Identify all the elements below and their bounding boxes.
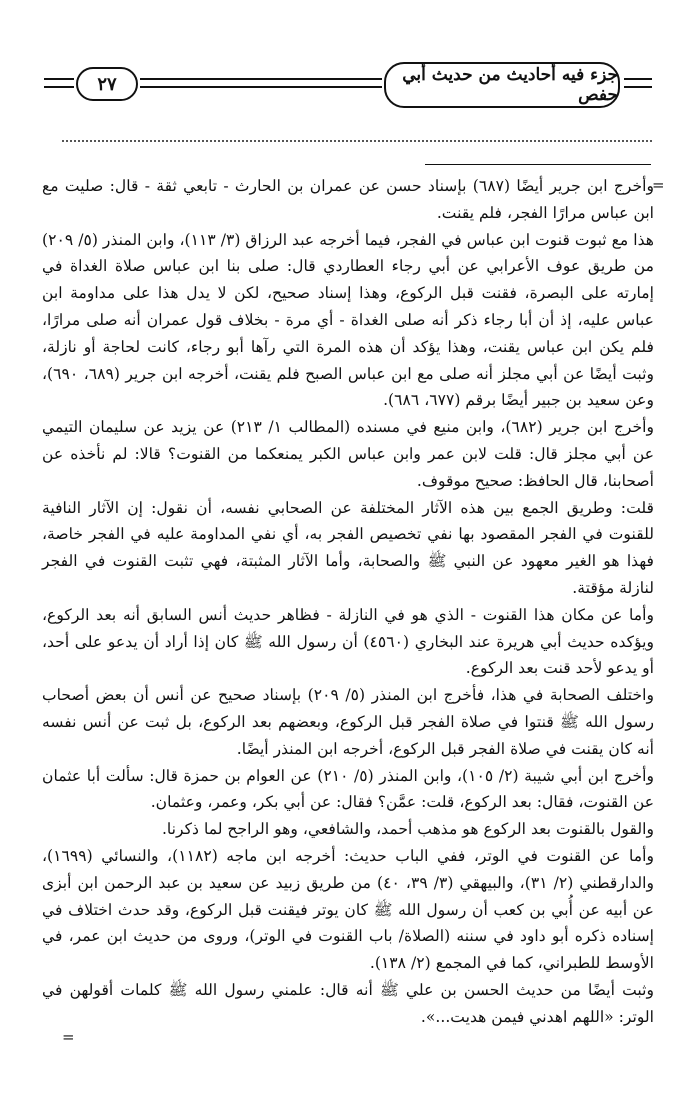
paragraph: والقول بالقنوت بعد الركوع هو مذهب أحمد، والشافعي، وهو الراجح لما ذكرنا. — [161, 820, 654, 839]
paragraph: وأخرج ابن أبي شيبة (٢/ ١٠٥)، وابن المنذر (٥/ ٢١٠) عن العوام بن حمزة قال: سألت أبا عثمان عن القنوت، فقال: بعد الركوع، قلت: عمَّن؟ فقال: عن أبي بكر، وعمر، وعثمان. — [42, 766, 654, 812]
paragraph: وأخرج ابن جرير (٦٨٢)، وابن منيع في مسنده (المطالب ١/ ٢١٣) عن يزيد عن سليمان التيمي عن أبي مجلز قال: قلت لابن عمر وابن عباس الكبر يمنعكما من القنوت؟ قالا: لم نأخذه عن أصحابنا، قال الحافظ: صحيح موقوف. — [42, 418, 654, 490]
paragraph: قلت: وطريق الجمع بين هذه الآثار المختلفة عن الصحابي نفسه، أن نقول: إن الآثار النافية للقنوت في الفجر المقصود بها نفي تخصيص الفجر به، أي نفي المداومة عليه في الفجر خاصة، فهذا هو الغير معهود عن النبي ﷺ والصحابة، وأما الآثار المثبتة، فهي تثبت القنوت في الفجر لنازلة مؤقتة. — [42, 498, 654, 597]
continuation-mark-top: = — [652, 176, 665, 194]
running-title-text: جزء فيه أحاديث من حديث أبي حفص — [402, 65, 618, 105]
header-rule-left-lower — [44, 86, 74, 88]
page-header — [0, 62, 684, 118]
page-number — [76, 67, 138, 101]
page-number-text: ٢٧ — [97, 73, 117, 95]
header-rule-right-lower — [624, 86, 652, 88]
header-rule-middle-lower — [140, 86, 382, 88]
footnote-text — [42, 173, 654, 1031]
continuation-mark-bottom: = — [62, 1028, 75, 1046]
paragraph: وأما عن القنوت في الوتر، ففي الباب حديث: أخرجه ابن ماجه (١١٨٢)، والنسائي (١٦٩٩)، والدارقطني (٢/ ٣١)، والبيهقي (٣/ ٣٩، ٤٠) من طريق زبيد عن سعيد بن عبد الرحمن ابن أبزى عن أبيه عن أُبي بن كعب أن رسول الله ﷺ كان يوتر فيقنت قبل الركوع، وقد حدث اختلاف في إسناده ذكره أبو داود في سننه (الصلاة/ باب القنوت في الوتر)، وروى من حديث ابن عمر، في الأوسط للطبراني، كما في المجمع (٢/ ١٣٨). — [42, 846, 655, 973]
header-dotted-divider — [62, 140, 652, 142]
paragraph: وأخرج ابن جرير أيضًا (٦٨٧) بإسناد حسن عن عمران بن الحارث - تابعي ثقة - قال: صليت مع ابن عباس مرارًا الفجر، فلم يقنت. — [42, 177, 654, 222]
paragraph: وثبت أيضًا من حديث الحسن بن علي ﷺ أنه قال: علمني رسول الله ﷺ كلمات أقولهن في الوتر: «اللهم اهدني فيمن هديت...». — [42, 980, 654, 1026]
running-title — [384, 62, 620, 108]
paragraph: واختلف الصحابة في هذا، فأخرج ابن المنذر (٥/ ٢٠٩) بإسناد صحيح عن أنس أن بعض أصحاب رسول الله ﷺ قنتوا في صلاة الفجر قبل الركوع، وبعضهم بعد الركوع، بل ثبت عن أنس نفسه أنه كان يقنت في صلاة الفجر قبل الركوع، أخرجه ابن المنذر أيضًا. — [42, 686, 654, 758]
paragraph: هذا مع ثبوت قنوت ابن عباس في الفجر، فيما أخرجه عبد الرزاق (٣/ ١١٣)، وابن المنذر (٥/ ٢٠٩) من طريق عوف الأعرابي عن أبي رجاء العطاردي قال: صلى بنا ابن عباس صلاة الغداة في إمارته على البصرة، فقنت قبل الركوع، وهذا إسناد صحيح، لكن لا يدل هذا على مداومة ابن عباس عليه، إذ أن أبا رجاء ذكر أنه صلى الغداة - أي مرة - بخلاف قول عمران أنه صلى مرارًا، فلم يكن ابن عباس يقنت، وهذا يؤكد أن هذه المرة التي رآها أبو رجاء، كانت لحاجة أو نازلة، وثبت أيضًا عن أبي مجلز أنه صلى مع ابن عباس الصبح فلم يقنت، أخرجه ابن جرير (٦٨٩، ٦٩٠)، وعن سعيد بن جبير أيضًا برقم (٦٧٧، ٦٨٦). — [42, 230, 654, 410]
header-rule-middle — [140, 78, 382, 80]
header-rule-right — [624, 78, 652, 80]
header-rule-left — [44, 78, 74, 80]
paragraph: وأما عن مكان هذا القنوت - الذي هو في النازلة - فظاهر حديث أنس السابق أنه بعد الركوع، ويؤكده حديث أبي هريرة عند البخاري (٤٥٦٠) أن رسول الله ﷺ كان إذا أراد أن يدعو على أحد، أو يدعو لأحد قنت بعد الركوع. — [42, 605, 654, 678]
footnote-rule — [425, 164, 651, 165]
